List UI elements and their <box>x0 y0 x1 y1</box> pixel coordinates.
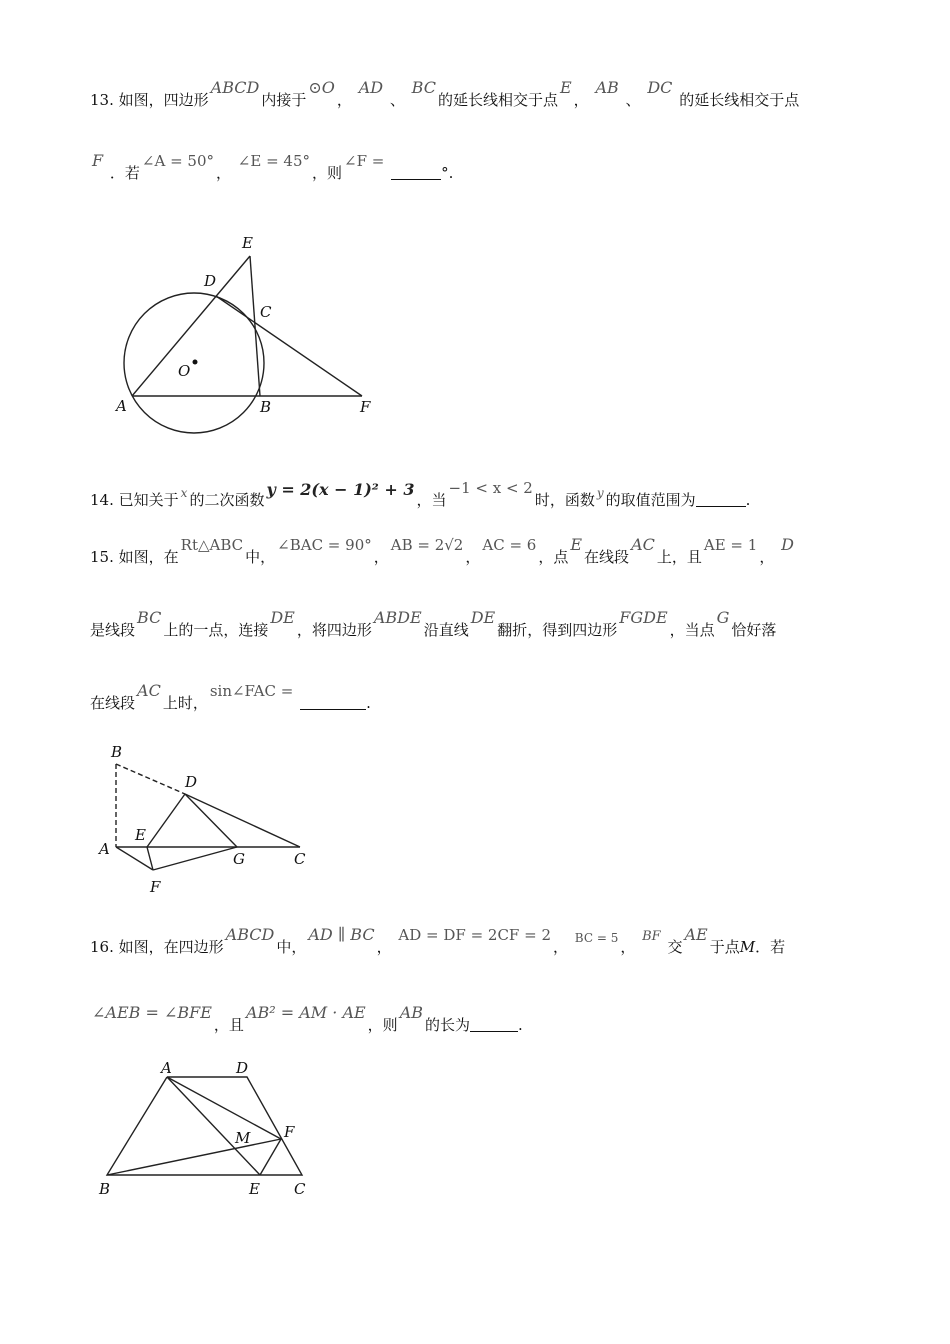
q14-math: y = 2(x − 1)² + 3 <box>266 480 415 499</box>
label-f: F <box>360 398 371 416</box>
q15-text: 沿直线 <box>423 621 469 639</box>
q13-math: ∠A = 50° <box>141 152 214 170</box>
q15-math: Rt△ABC <box>180 536 244 554</box>
q13-math: ∠F = <box>344 152 385 170</box>
label-a: A <box>116 397 127 415</box>
q13-math: ABCD <box>210 78 260 97</box>
q16-text: 交 <box>667 938 683 956</box>
label-f: F <box>150 878 161 896</box>
q15-number: 15. <box>90 548 114 566</box>
q15-math: D <box>781 535 794 554</box>
label-d: D <box>236 1059 249 1077</box>
label-a: A <box>99 840 110 858</box>
q16-line2 <box>90 1003 523 1035</box>
q15-line3 <box>90 681 371 713</box>
q13-text: 的延长线相交于点 <box>437 91 558 109</box>
q16-math: AE <box>684 925 708 944</box>
label-b: B <box>99 1180 111 1198</box>
q16-text: 的长为 <box>425 1016 471 1034</box>
q15-math: AC <box>137 681 161 700</box>
label-e: E <box>242 234 253 252</box>
figure-15 <box>95 740 325 900</box>
q15-math: ∠BAC = 90° <box>277 536 372 554</box>
q15-math: AC = 6 <box>482 536 537 554</box>
q15-text: ， <box>465 548 481 566</box>
label-b: B <box>260 398 272 416</box>
q13-line2 <box>90 151 454 183</box>
quad-abcd <box>107 1077 302 1175</box>
label-f: F <box>284 1123 295 1141</box>
q13-math: BC <box>411 78 436 97</box>
figure-13 <box>110 230 390 440</box>
label-c: C <box>294 1180 306 1198</box>
q16-answer-blank[interactable] <box>470 1017 518 1032</box>
q15-math: ABDE <box>373 608 422 627</box>
label-o: O <box>178 362 191 380</box>
q14-math: −1 < x < 2 <box>448 479 533 497</box>
q15-text: 如图，在 <box>118 548 179 566</box>
q13-text: ，则 <box>312 164 343 182</box>
q13-text: 、 <box>389 91 405 109</box>
q15-text: ，点 <box>538 548 569 566</box>
q16-math: AD = DF = 2CF = 2 <box>398 926 551 944</box>
figure-16 <box>95 1055 325 1205</box>
q14-math: y <box>596 486 604 500</box>
q15-math: E <box>570 535 583 554</box>
q13-text: 的延长线相交于点 <box>679 91 800 109</box>
q13-math: F <box>92 151 104 170</box>
label-c: C <box>260 303 272 321</box>
q15-text: 上的一点，连接 <box>163 621 269 639</box>
q14-number: 14. <box>90 491 114 509</box>
q15-text: ，当点 <box>669 621 715 639</box>
q15-answer-blank[interactable] <box>300 695 366 710</box>
label-a: A <box>161 1059 172 1077</box>
q15-text: ，将四边形 <box>296 621 372 639</box>
q13-math: ∠E = 45° <box>237 152 311 170</box>
q16-math: ABCD <box>225 925 275 944</box>
q16-number: 16. <box>90 938 114 956</box>
q16-math: BF <box>642 929 661 944</box>
q15-line2 <box>90 608 777 640</box>
line-e-d <box>147 794 185 847</box>
q15-text: 上时， <box>162 694 208 712</box>
q13-math: AB <box>595 78 619 97</box>
q16-math: AD ∥ BC <box>308 925 375 944</box>
q13-math: AD <box>358 78 384 97</box>
q15-text: 中， <box>245 548 276 566</box>
q15-text: ， <box>373 548 389 566</box>
label-c: C <box>294 850 306 868</box>
line-d-g <box>185 794 237 847</box>
q14-answer-blank[interactable] <box>696 492 746 507</box>
line-f-g <box>153 847 237 870</box>
q15-math: G <box>716 608 730 627</box>
q16-math: M <box>739 938 756 956</box>
q15-text: 是线段 <box>90 621 136 639</box>
q16-text: . <box>518 1016 523 1034</box>
line-b-d <box>116 764 185 794</box>
q14-text: 的取值范围为 <box>605 491 696 509</box>
label-d: D <box>204 272 217 290</box>
q13-number: 13. <box>90 91 114 109</box>
q13-math: DC <box>647 78 673 97</box>
q13-text: 、 <box>625 91 641 109</box>
q16-text: ．若 <box>755 938 786 956</box>
q14-text: . <box>745 491 751 509</box>
q16-text: ， <box>552 938 568 956</box>
q13-text: °. <box>441 164 454 182</box>
q15-text: 在线段 <box>584 548 630 566</box>
q16-math: AB² = AM · AE <box>245 1003 366 1022</box>
q14-text: ，当 <box>416 491 447 509</box>
label-b: B <box>111 743 123 761</box>
label-g: G <box>233 850 245 868</box>
line-e-b <box>250 256 260 396</box>
q13-text: ， <box>336 91 352 109</box>
label-e: E <box>135 826 146 844</box>
q14-text: 时，函数 <box>534 491 595 509</box>
q14-line1 <box>90 479 751 511</box>
q13-line1 <box>90 78 800 110</box>
q16-math: BC = 5 <box>574 931 619 945</box>
q13-text: 如图，四边形 <box>118 91 209 109</box>
q16-text: ，则 <box>367 1016 398 1034</box>
q16-text: ， <box>376 938 392 956</box>
center-dot <box>193 360 198 365</box>
q15-text: 恰好落 <box>731 621 777 639</box>
q15-math: sin∠FAC = <box>209 682 294 700</box>
q16-text: 中， <box>276 938 307 956</box>
q15-math: AB = 2√2 <box>390 536 464 554</box>
q16-text: ， <box>620 938 636 956</box>
q15-math: BC <box>137 608 162 627</box>
q16-text: 如图，在四边形 <box>118 938 224 956</box>
q13-text: 内接于 <box>261 91 307 109</box>
q13-text: ， <box>216 164 232 182</box>
q15-math: DE <box>470 608 496 627</box>
line-a-e <box>132 256 250 396</box>
q15-math: DE <box>270 608 295 627</box>
q15-text: ， <box>759 548 775 566</box>
q16-math: AB <box>399 1003 423 1022</box>
q15-line1 <box>90 535 796 567</box>
q15-math: AC <box>631 535 655 554</box>
q13-math: ⊙O <box>308 78 335 97</box>
q15-text: . <box>366 694 371 712</box>
line-e-f <box>260 1139 281 1175</box>
q13-math: E <box>559 78 572 97</box>
label-m: M <box>235 1129 251 1147</box>
label-d: D <box>185 773 198 791</box>
q13-text: ．若 <box>109 164 140 182</box>
q13-answer-blank[interactable] <box>391 165 441 180</box>
label-e: E <box>249 1180 260 1198</box>
q16-text: 于点 <box>709 938 740 956</box>
q14-text: 已知关于 <box>118 491 179 509</box>
q15-math: AE = 1 <box>703 536 758 554</box>
q14-text: 的二次函数 <box>189 491 265 509</box>
q15-text: 翻折，得到四边形 <box>497 621 618 639</box>
q15-math: FGDE <box>619 608 668 627</box>
q16-text: ，且 <box>213 1016 244 1034</box>
q16-line1 <box>90 925 786 959</box>
q15-text: 上，且 <box>656 548 702 566</box>
line-d-c <box>185 794 300 847</box>
q16-math: ∠AEB = ∠BFE <box>92 1003 212 1022</box>
line-d-f <box>216 296 362 396</box>
q15-text: 在线段 <box>90 694 136 712</box>
q13-text: ， <box>573 91 589 109</box>
q14-math: x <box>180 486 188 500</box>
